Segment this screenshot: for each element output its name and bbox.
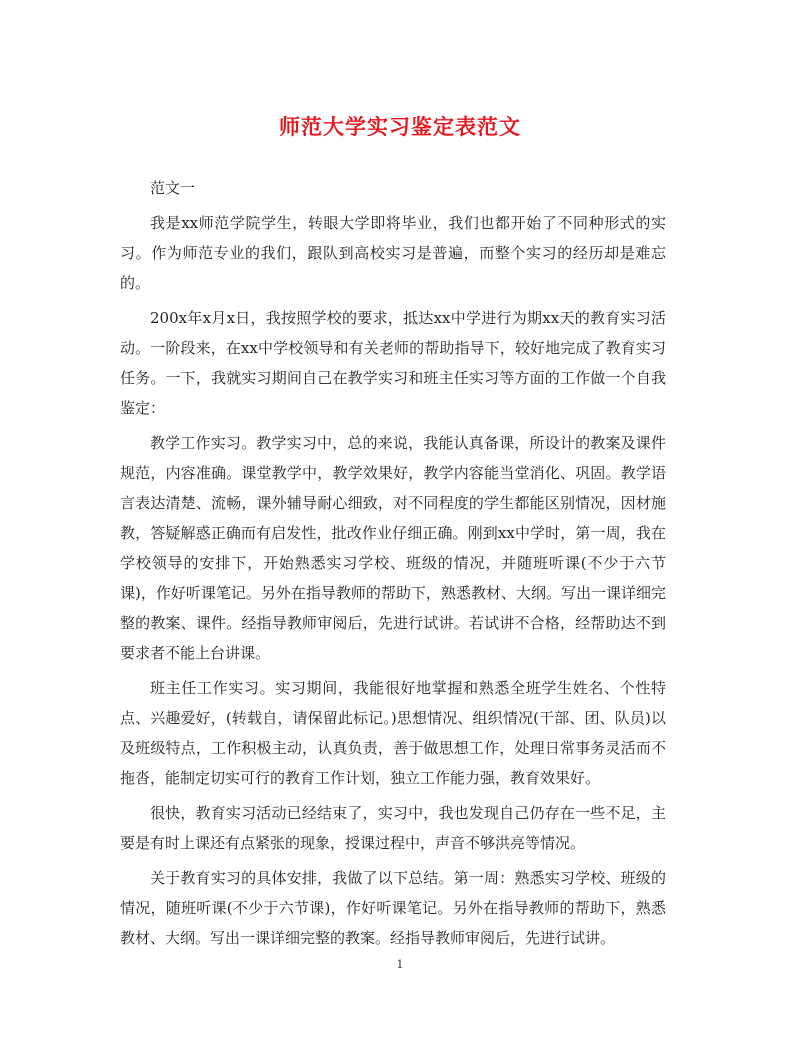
paragraph-intro: 我是xx师范学院学生，转眼大学即将毕业，我们也都开始了不同种形式的实习。作为师范专业的我们，跟队到高校实习是普遍，而整个实习的经历却是难忘的。 <box>120 214 666 292</box>
paragraph-internship-start: 200x年x月x日，我按照学校的要求，抵达xx中学进行为期xx天的教育实习活动。一阶段来，在xx中学校领导和有关老师的帮助指导下，较好地完成了教育实习任务。一下，我就实习期间自己在教学实习和班主任实习等方面的工作做一个自我鉴定： <box>120 309 666 417</box>
paragraph-shortcomings: 很快，教育实习活动已经结束了，实习中，我也发现自己仍存在一些不足，主要是有时上课还有点紧张的现象，授课过程中，声音不够洪亮等情况。 <box>120 804 666 852</box>
paragraph-teaching-practice: 教学工作实习。教学实习中，总的来说，我能认真备课，所设计的教案及课件规范，内容准确。课堂教学中，教学效果好，教学内容能当堂消化、巩固。教学语言表达清楚、流畅，课外辅导耐心细致，对不同程度的学生都能区别情况，因材施教，答疑解惑正确而有启发性，批改作业仔细正确。刚到xx中学时，第一周，我在学校领导的安排下，开始熟悉实习学校、班级的情况，并随班听课(不少于六节课)，作好听课笔记。另外在指导教师的帮助下，熟悉教材、大纲。写出一课详细完整的教案、课件。经指导教师审阅后，先进行试讲。若试讲不合格，经帮助达不到要求者不能上台讲课。 <box>120 434 666 662</box>
document-title: 师范大学实习鉴定表范文 <box>279 114 521 139</box>
document-body <box>120 173 666 958</box>
paragraph-class-teacher-practice: 班主任工作实习。实习期间，我能很好地掌握和熟悉全班学生姓名、个性特点、兴趣爱好，(转载自，请保留此标记。)思想情况、组织情况(干部、团、队员)以及班级特点，工作积极主动，认真负责，善于做思想工作，处理日常事务灵活而不拖沓，能制定切实可行的教育工作计划，独立工作能力强，教育效果好。 <box>120 679 666 787</box>
page-number: 1 <box>396 958 404 971</box>
paragraph-section-heading: 范文一 <box>150 179 196 197</box>
paragraph-schedule-summary: 关于教育实习的具体安排，我做了以下总结。第一周：熟悉实习学校、班级的情况，随班听课(不少于六节课)，作好听课笔记。另外在指导教师的帮助下，熟悉教材、大纲。写出一课详细完整的教案。经指导教师审阅后，先进行试讲。 <box>120 869 666 947</box>
